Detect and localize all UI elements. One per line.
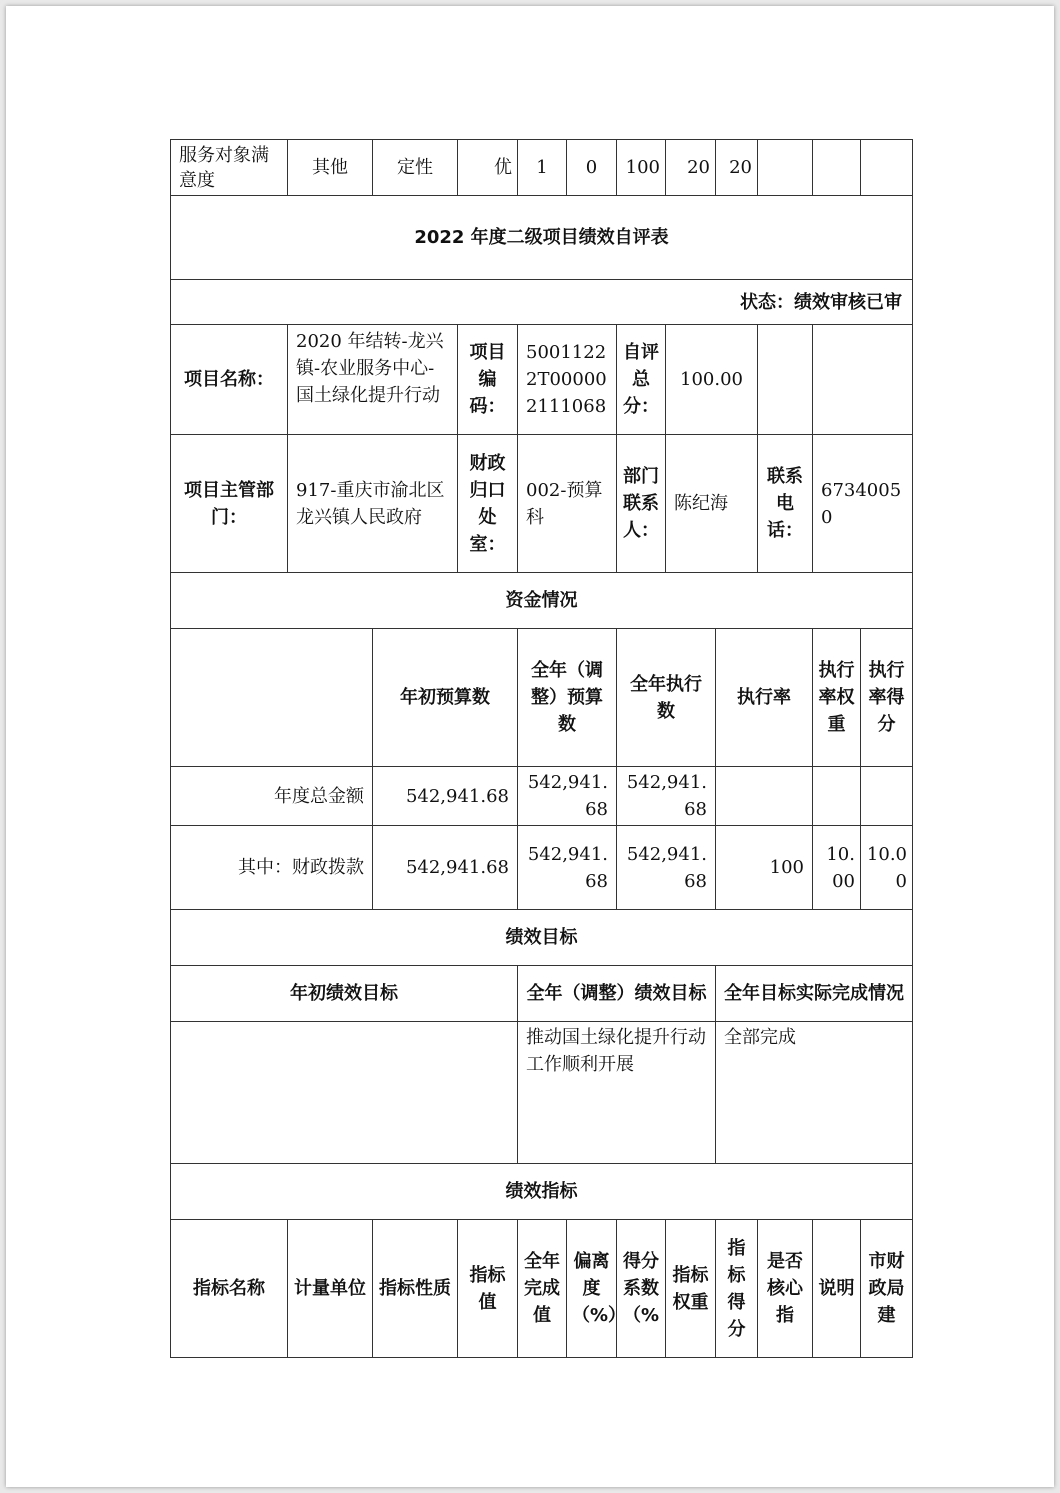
col-rate-score: 执行率得分	[861, 629, 913, 767]
indicator-col12	[861, 140, 913, 196]
col-actual-completion: 全年目标实际完成情况	[716, 966, 913, 1022]
col-note: 说明	[813, 1220, 861, 1358]
executed-amount: 542,941.68	[617, 826, 716, 910]
finance-office-value: 002-预算科	[518, 435, 617, 573]
col-nature: 指标性质	[373, 1220, 458, 1358]
adjusted-budget: 542,941.68	[518, 767, 617, 826]
empty-cell	[813, 325, 913, 435]
document-page	[6, 6, 1054, 1487]
row-label: 其中：财政拨款	[171, 826, 373, 910]
indicator-col8: 20	[666, 140, 716, 196]
exec-rate	[716, 767, 813, 826]
indicator-name: 服务对象满意度	[171, 140, 288, 196]
goals-header-row	[171, 966, 913, 1022]
executed-amount: 542,941.68	[617, 767, 716, 826]
funds-row-total	[171, 767, 913, 826]
indicator-nature: 定性	[373, 140, 458, 196]
indicators-section-title: 绩效指标	[171, 1164, 913, 1220]
col-is-core: 是否核心指	[758, 1220, 813, 1358]
empty-cell	[171, 629, 373, 767]
adjusted-budget: 542,941.68	[518, 826, 617, 910]
rate-score	[861, 767, 913, 826]
initial-budget: 542,941.68	[373, 767, 518, 826]
indicator-unit: 其他	[288, 140, 373, 196]
row-label: 年度总金额	[171, 767, 373, 826]
contact-value: 陈纪海	[666, 435, 758, 573]
indicators-header-row	[171, 1220, 913, 1358]
col-initial-goal: 年初绩效目标	[171, 966, 518, 1022]
initial-goal	[171, 1022, 518, 1164]
contact-label: 部门联系人：	[617, 435, 666, 573]
self-score-value: 100.00	[666, 325, 758, 435]
rate-weight: 10.00	[813, 826, 861, 910]
col-executed: 全年执行数	[617, 629, 716, 767]
indicator-col11	[813, 140, 861, 196]
rate-weight	[813, 767, 861, 826]
project-name-label: 项目名称：	[171, 325, 288, 435]
col-score-coef: 得分系数（%	[617, 1220, 666, 1358]
col-rate-weight: 执行率权重	[813, 629, 861, 767]
indicator-col10	[758, 140, 813, 196]
indicator-col5: 1	[518, 140, 567, 196]
col-indicator-name: 指标名称	[171, 1220, 288, 1358]
col-adjusted-goal: 全年（调整）绩效目标	[518, 966, 716, 1022]
dept-value: 917-重庆市渝北区龙兴镇人民政府	[288, 435, 458, 573]
col-adjusted-budget: 全年（调整）预算数	[518, 629, 617, 767]
col-value: 指标值	[458, 1220, 518, 1358]
col-completed: 全年完成值	[518, 1220, 567, 1358]
col-deviation: 偏离度（%）	[567, 1220, 617, 1358]
exec-rate: 100	[716, 826, 813, 910]
col-exec-rate: 执行率	[716, 629, 813, 767]
funds-header-row	[171, 629, 913, 767]
funds-section-title: 资金情况	[171, 573, 913, 629]
col-unit: 计量单位	[288, 1220, 373, 1358]
evaluation-form-table	[170, 139, 913, 1358]
project-code-label: 项目编码：	[458, 325, 518, 435]
col-finance-suggestion: 市财政局建	[861, 1220, 913, 1358]
indicator-value: 优	[458, 140, 518, 196]
adjusted-goal: 推动国土绿化提升行动工作顺利开展	[518, 1022, 716, 1164]
phone-label: 联系电话：	[758, 435, 813, 573]
department-row	[171, 435, 913, 573]
phone-value: 67340050	[813, 435, 913, 573]
funds-row-fiscal	[171, 826, 913, 910]
project-row	[171, 325, 913, 435]
empty-cell	[758, 325, 813, 435]
rate-score: 10.00	[861, 826, 913, 910]
satisfaction-row	[171, 140, 913, 196]
status-label: 状态：绩效审核已审	[171, 280, 913, 325]
col-initial-budget: 年初预算数	[373, 629, 518, 767]
actual-completion: 全部完成	[716, 1022, 913, 1164]
dept-label: 项目主管部门：	[171, 435, 288, 573]
self-score-label: 自评总分：	[617, 325, 666, 435]
page-title: 2022 年度二级项目绩效自评表	[171, 196, 913, 280]
col-score: 指标得分	[716, 1220, 758, 1358]
indicator-col7: 100	[617, 140, 666, 196]
goals-content-row	[171, 1022, 913, 1164]
project-name-value: 2020 年结转-龙兴镇-农业服务中心-国土绿化提升行动	[288, 325, 458, 435]
project-code-value: 50011222T000002111068	[518, 325, 617, 435]
finance-office-label: 财政归口处室：	[458, 435, 518, 573]
indicator-col9: 20	[716, 140, 758, 196]
initial-budget: 542,941.68	[373, 826, 518, 910]
indicator-col6: 0	[567, 140, 617, 196]
goals-section-title: 绩效目标	[171, 910, 913, 966]
col-weight: 指标权重	[666, 1220, 716, 1358]
